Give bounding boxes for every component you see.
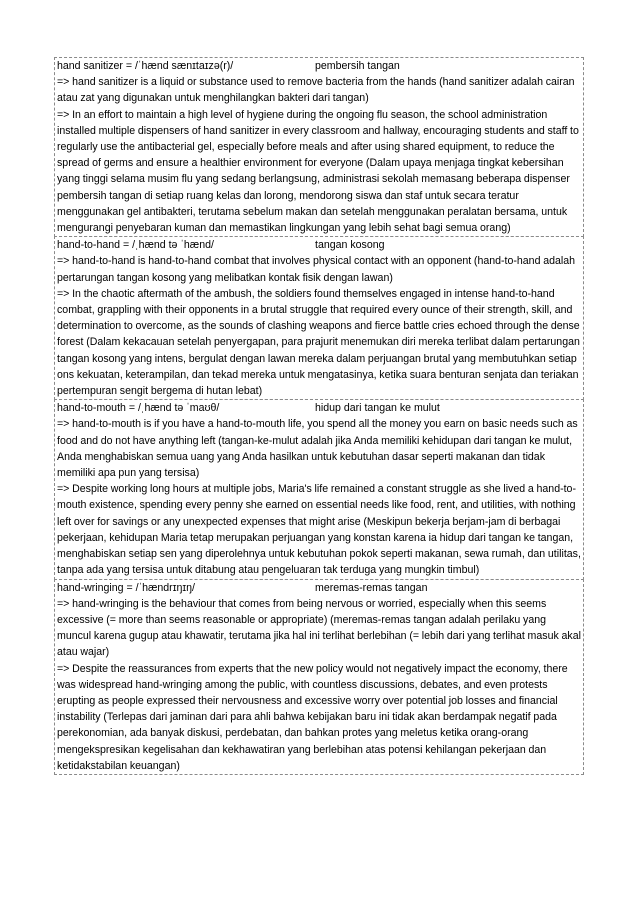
term-definition: => hand-to-hand is hand-to-hand combat that involves physical contact with an opponent (hand-to-hand adalah pertarungan tangan kosong yang melibatkan kontak fisik dengan lawan): [57, 255, 576, 284]
term-pronunciation: hand-wringing = /ˈhændrɪŋɪŋ/: [57, 581, 195, 594]
vocabulary-document: [54, 58, 584, 775]
term-translation: meremas-remas tangan: [315, 581, 428, 594]
vocab-entry-hand-wringing: [54, 579, 584, 775]
vocab-entry-hand-to-mouth: [54, 399, 584, 579]
term-pronunciation: hand-to-mouth = /ˌhænd tə ˈmaʊθ/: [57, 402, 220, 415]
term-translation: hidup dari tangan ke mulut: [315, 402, 440, 415]
entry-header: [57, 58, 582, 74]
term-definition: => hand sanitizer is a liquid or substance used to remove bacteria from the hands (hand sanitizer adalah cairan atau zat yang digunakan untuk menghilangkan bakteri dari tangan): [57, 76, 575, 105]
term-definition: => hand-to-mouth is if you have a hand-to-mouth life, you spend all the money you earn on basic needs such as food and do not have anything left (tangan-ke-mulut adalah jika Anda memiliki kehidupan dari tangan ke mulut, Anda menghabiskan semua uang yang Anda hasilkan untuk kebutuhan dasar seperti makanan dan tidak memiliki apa pun yang tersisa): [57, 418, 578, 480]
entry-header: [57, 400, 582, 416]
term-example: => In an effort to maintain a high level of hygiene during the ongoing flu season, the school administration installed multiple dispensers of hand sanitizer in every classroom and hallway, encouraging students and staff to regularly use the antibacterial gel, especially before meals and after using shared equipment, to reduce the spread of germs and ensure a healthier environment for everyone (Dalam upaya menjaga tingkat kebersihan yang tinggi selama musim flu yang sedang berlangsung, administrasi sekolah memasang beberapa dispenser pembersih tangan di setiap ruang kelas dan lorong, mendorong siswa dan staf untuk secara teratur menggunakan gel antibakteri, terutama sebelum makan dan setelah menggunakan peralatan bersama, untuk mengurangi penyebaran kuman dan memastikan lingkungan yang lebih sehat bagi semua orang): [57, 108, 579, 235]
entry-header: [57, 237, 582, 253]
term-example: => Despite working long hours at multiple jobs, Maria's life remained a constant struggle as she lived a hand-to-mouth existence, spending every penny she earned on essential needs like food, rent, and utilities, with nothing left over for savings or any unexpected expenses that might arise (Meskipun bekerja berjam-jam di berbagai pekerjaan, kehidupan Maria tetap merupakan perjuangan yang konstan karena ia hidup dari tangan ke tangan, menghabiskan setiap sen yang diperolehnya untuk kebutuhan pokok seperti makanan, sewa rumah, dan utilitas, tanpa ada yang tersisa untuk ditabung atau pengeluaran tak terduga yang mungkin timbul): [57, 483, 581, 577]
term-example: => Despite the reassurances from experts that the new policy would not negatively impact the economy, there was widespread hand-wringing among the public, with countless discussions, debates, and even protests erupting as people expressed their nervousness and excessive worry over potential job losses and financial instability (Terlepas dari jaminan dari para ahli bahwa kebijakan baru ini tidak akan berdampak negatif pada perekonomian, ada banyak diskusi, perdebatan, dan bahkan protes yang meletus ketika orang-orang mengekspresikan kegelisahan dan kekhawatiran yang berlebihan atas potensi kehilangan pekerjaan dan ketidakstabilan keuangan): [57, 662, 568, 772]
entry-header: [57, 580, 582, 596]
term-pronunciation: hand sanitizer = /ˈhænd sænɪtaɪzə(r)/: [57, 60, 234, 72]
vocab-entry-hand-sanitizer: [54, 57, 584, 237]
term-example: => In the chaotic aftermath of the ambush, the soldiers found themselves engaged in intense hand-to-hand combat, grappling with their opponents in a brutal struggle that required every ounce of their strength, skill, and determination to overcome, as the sounds of clashing weapons and fierce battle cries echoed through the dense forest (Dalam kekacauan setelah penyergapan, para prajurit menemukan diri mereka terlibat dalam pertarungan tangan kosong yang intens, bergulat dengan lawan mereka dalam perjuangan brutal yang membutuhkan setiap ons kekuatan, keterampilan, dan tekad mereka untuk mengatasinya, ketika suara benturan senjata dan teriakan pertempuran sengit bergema di hutan lebat): [57, 287, 580, 398]
vocab-entry-hand-to-hand: [54, 236, 584, 400]
term-translation: tangan kosong: [315, 239, 385, 252]
term-translation: pembersih tangan: [315, 60, 400, 72]
term-pronunciation: hand-to-hand = /ˌhænd tə ˈhænd/: [57, 239, 214, 252]
term-definition: => hand-wringing is the behaviour that comes from being nervous or worried, especially when this seems excessive (= more than seems reasonable or appropriate) (meremas-remas tangan adalah perilaku yang muncul karena gugup atau khawatir, terutama jika hal ini terlihat berlebihan (= lebih dari yang terlihat masuk akal atau wajar): [57, 597, 581, 659]
